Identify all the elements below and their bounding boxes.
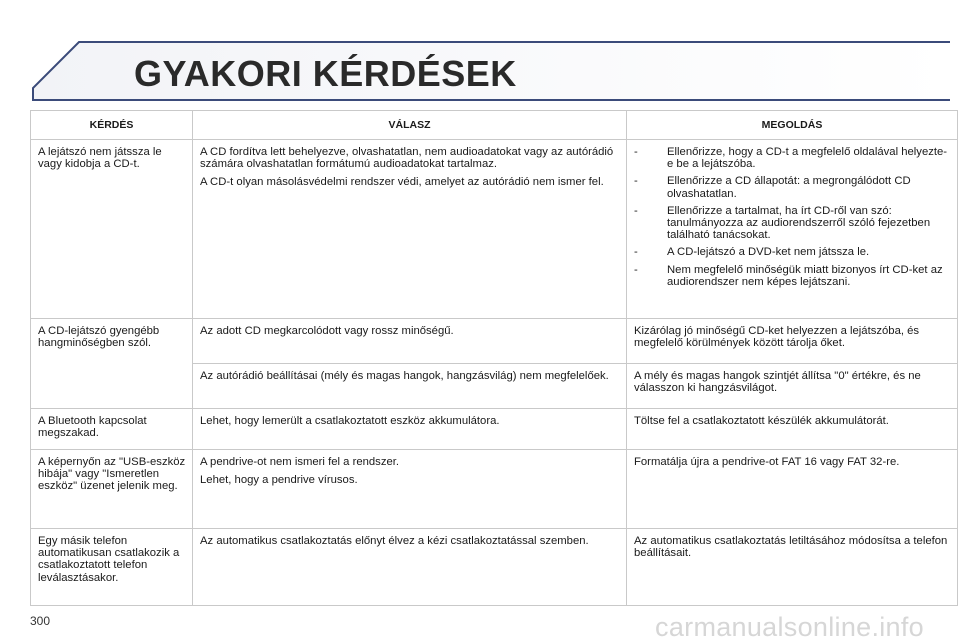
solution-cell: A mély és magas hangok szintjét állítsa "0" értékre, és ne válasszon ki hangzásvilágot. — [627, 364, 958, 409]
watermark-link[interactable]: carmanualsonline.info — [655, 612, 924, 642]
table-row — [31, 140, 958, 319]
solution-item — [634, 175, 951, 199]
dash-bullet: - — [634, 246, 638, 259]
answer-cell — [193, 140, 627, 319]
solution-text: Nem megfelelő minőségük miatt bizonyos írt CD-ket az audiorendszer nem képes lejátszani. — [667, 263, 943, 288]
solution-text: A CD-lejátszó a DVD-ket nem játssza le. — [667, 246, 870, 259]
faq-table — [30, 110, 958, 606]
answer-cell: Az automatikus csatlakoztatás előnyt élvez a kézi csatlakoztatással szemben. — [193, 529, 627, 606]
table-header-row — [31, 111, 958, 140]
solution-text: Ellenőrizze a CD állapotát: a megrongálódott CD olvashatatlan. — [667, 175, 911, 200]
solution-item — [634, 205, 951, 242]
column-header-answer: VÁLASZ — [193, 111, 627, 140]
dash-bullet: - — [634, 175, 638, 188]
question-cell: A Bluetooth kapcsolat megszakad. — [31, 409, 193, 450]
column-header-question: KÉRDÉS — [31, 111, 193, 140]
question-cell: Egy másik telefon automatikusan csatlakozik a csatlakoztatott telefon leválasztásakor. — [31, 529, 193, 606]
answer-cell: Az autórádió beállításai (mély és magas hangok, hangzásvilág) nem megfelelőek. — [193, 364, 627, 409]
question-cell: A képernyőn az "USB-eszköz hibája" vagy "Ismeretlen eszköz" üzenet jelenik meg. — [31, 450, 193, 529]
dash-bullet: - — [634, 204, 638, 217]
table-row — [31, 450, 958, 529]
solution-cell: Az automatikus csatlakoztatás letiltásához módosítsa a telefon beállításait. — [627, 529, 958, 606]
solution-list — [634, 146, 951, 288]
page-number: 300 — [30, 614, 51, 628]
answer-text: A CD-t olyan másolásvédelmi rendszer védi, amelyet az autórádió nem ismer fel. — [200, 176, 604, 189]
answer-cell: Lehet, hogy lemerült a csatlakoztatott eszköz akkumulátora. — [193, 409, 627, 450]
answer-cell — [193, 450, 627, 529]
solution-item — [634, 246, 951, 258]
page-title: GYAKORI KÉRDÉSEK — [134, 53, 517, 94]
solution-cell: Formatálja újra a pendrive-ot FAT 16 vagy FAT 32-re. — [627, 450, 958, 529]
answer-text: A CD fordítva lett behelyezve, olvashatatlan, nem audioadatokat vagy az autórádió számára olvashatatlan formátumú audioadatokat tartalmaz. — [200, 146, 614, 171]
answer-text: A pendrive-ot nem ismeri fel a rendszer. — [200, 456, 400, 468]
dash-bullet: - — [634, 263, 638, 276]
solution-cell — [627, 140, 958, 319]
solution-item — [634, 264, 951, 288]
question-cell: A CD-lejátszó gyengébb hangminőségben szól. — [31, 319, 193, 409]
column-header-solution: MEGOLDÁS — [627, 111, 958, 140]
answer-cell: Az adott CD megkarcolódott vagy rossz minőségű. — [193, 319, 627, 364]
table-row — [31, 409, 958, 450]
solution-cell: Kizárólag jó minőségű CD-ket helyezzen a lejátszóba, és megfelelő körülmények között tárolja őket. — [627, 319, 958, 364]
question-cell: A lejátszó nem játssza le vagy kidobja a CD-t. — [31, 140, 193, 319]
dash-bullet: - — [634, 146, 638, 158]
solution-item — [634, 146, 951, 170]
answer-text: Lehet, hogy a pendrive vírusos. — [200, 474, 358, 487]
solution-text: Ellenőrizze, hogy a CD-t a megfelelő oldalával helyezte-e be a lejátszóba. — [667, 146, 948, 171]
solution-text: Ellenőrizze a tartalmat, ha írt CD-ről van szó: tanulmányozza az audiorendszerről szóló fejezetben található tanácsokat. — [667, 204, 931, 242]
table-row — [31, 529, 958, 606]
table-row — [31, 319, 958, 364]
solution-cell: Töltse fel a csatlakoztatott készülék akkumulátorát. — [627, 409, 958, 450]
